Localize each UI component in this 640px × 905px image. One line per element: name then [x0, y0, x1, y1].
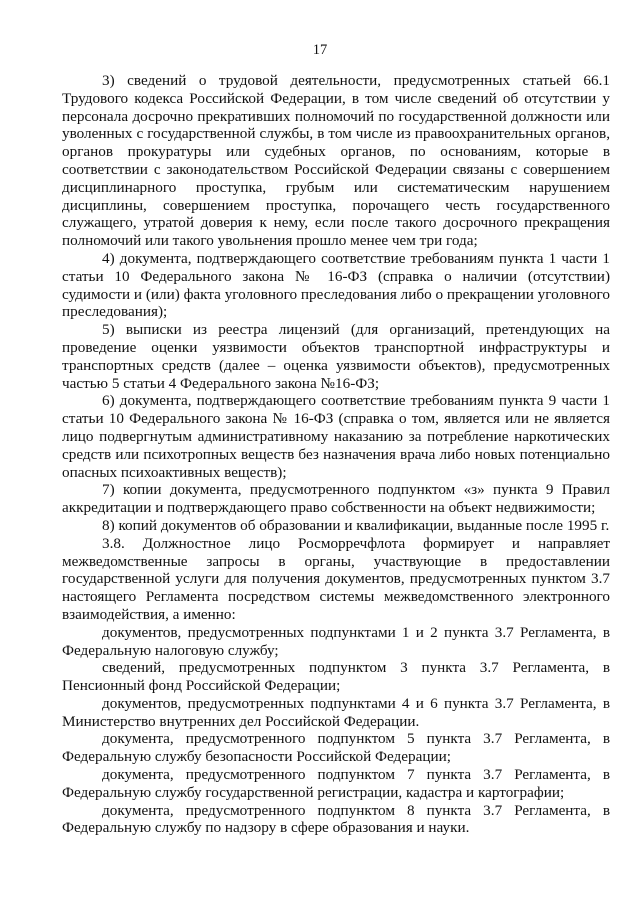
paragraph-item-8: 8) копий документов об образовании и квалификации, выданные после 1995 г.: [102, 516, 610, 534]
paragraph-item-3: 3) сведений о трудовой деятельности, предусмотренных статьей 66.1 Трудового кодекса Российской Федерации, в том числе сведений об отсутствии у персонала досрочно прекративших полномочий по государственной должности или уволенных с государственной службы, в том числе из правоохранительных органов, органов прокуратуры или судебных органов, по основаниям, которые в соответствии с законодательством Российской Федерации связаны с совершением дисциплинарного проступка, грубым или систематическим нарушением дисциплины, совершением проступка, порочащего честь государственного служащего, утратой доверия к нему, если после такого досрочного прекращения полномочий или такого увольнения прошло менее чем три года;: [62, 72, 610, 250]
page-number: 17: [312, 42, 328, 58]
document-body: [62, 72, 610, 837]
paragraph-item-4: 4) документа, подтверждающего соответствие требованиям пункта 1 части 1 статьи 10 Федерального закона № 16-ФЗ (справка о наличии (отсутствии) судимости и (или) факта уголовного преследования либо о прекращении уголовного преследования);: [62, 249, 610, 321]
paragraph-item-6: 6) документа, подтверждающего соответствие требованиям пункта 9 части 1 статьи 10 Федерального закона № 16-ФЗ (справка о том, является или не является лицо подвергнутым административному наказанию за потребление наркотических средств или психотропных веществ без назначения врача либо новых потенциально опасных психоактивных веществ);: [62, 392, 610, 481]
paragraph-request-pension-fund: сведений, предусмотренных подпунктом 3 пункта 3.7 Регламента, в Пенсионный фонд Российской Федерации;: [62, 659, 610, 695]
paragraph-request-interior-ministry: документов, предусмотренных подпунктами 4 и 6 пункта 3.7 Регламента, в Министерство внутренних дел Российской Федерации.: [62, 694, 610, 730]
paragraph-request-tax-service: документов, предусмотренных подпунктами 1 и 2 пункта 3.7 Регламента, в Федеральную налоговую службу;: [62, 623, 610, 659]
paragraph-item-7: 7) копии документа, предусмотренного подпунктом «з» пункта 9 Правил аккредитации и подтверждающего право собственности на объект недвижимости;: [62, 481, 610, 517]
paragraph-request-education-service: документа, предусмотренного подпунктом 8 пункта 3.7 Регламента, в Федеральную службу по надзору в сфере образования и науки.: [62, 801, 610, 837]
paragraph-request-security-service: документа, предусмотренного подпунктом 5 пункта 3.7 Регламента, в Федеральную службу безопасности Российской Федерации;: [62, 730, 610, 766]
paragraph-request-registration-service: документа, предусмотренного подпунктом 7 пункта 3.7 Регламента, в Федеральную службу государственной регистрации, кадастра и картографии;: [62, 766, 610, 801]
paragraph-section-3-8: 3.8. Должностное лицо Росморречфлота формирует и направляет межведомственные запросы в органы, участвующие в предоставлении государственной услуги для получения документов, предусмотренных пунктом 3.7 настоящего Регламента посредством системы межведомственного электронного взаимодействия, а именно:: [62, 534, 610, 623]
paragraph-item-5: 5) выписки из реестра лицензий (для организаций, претендующих на проведение оценки уязвимости объектов транспортной инфраструктуры и транспортных средств (далее – оценка уязвимости объектов), предусмотренных частью 5 статьи 4 Федерального закона №16-ФЗ;: [62, 321, 610, 392]
